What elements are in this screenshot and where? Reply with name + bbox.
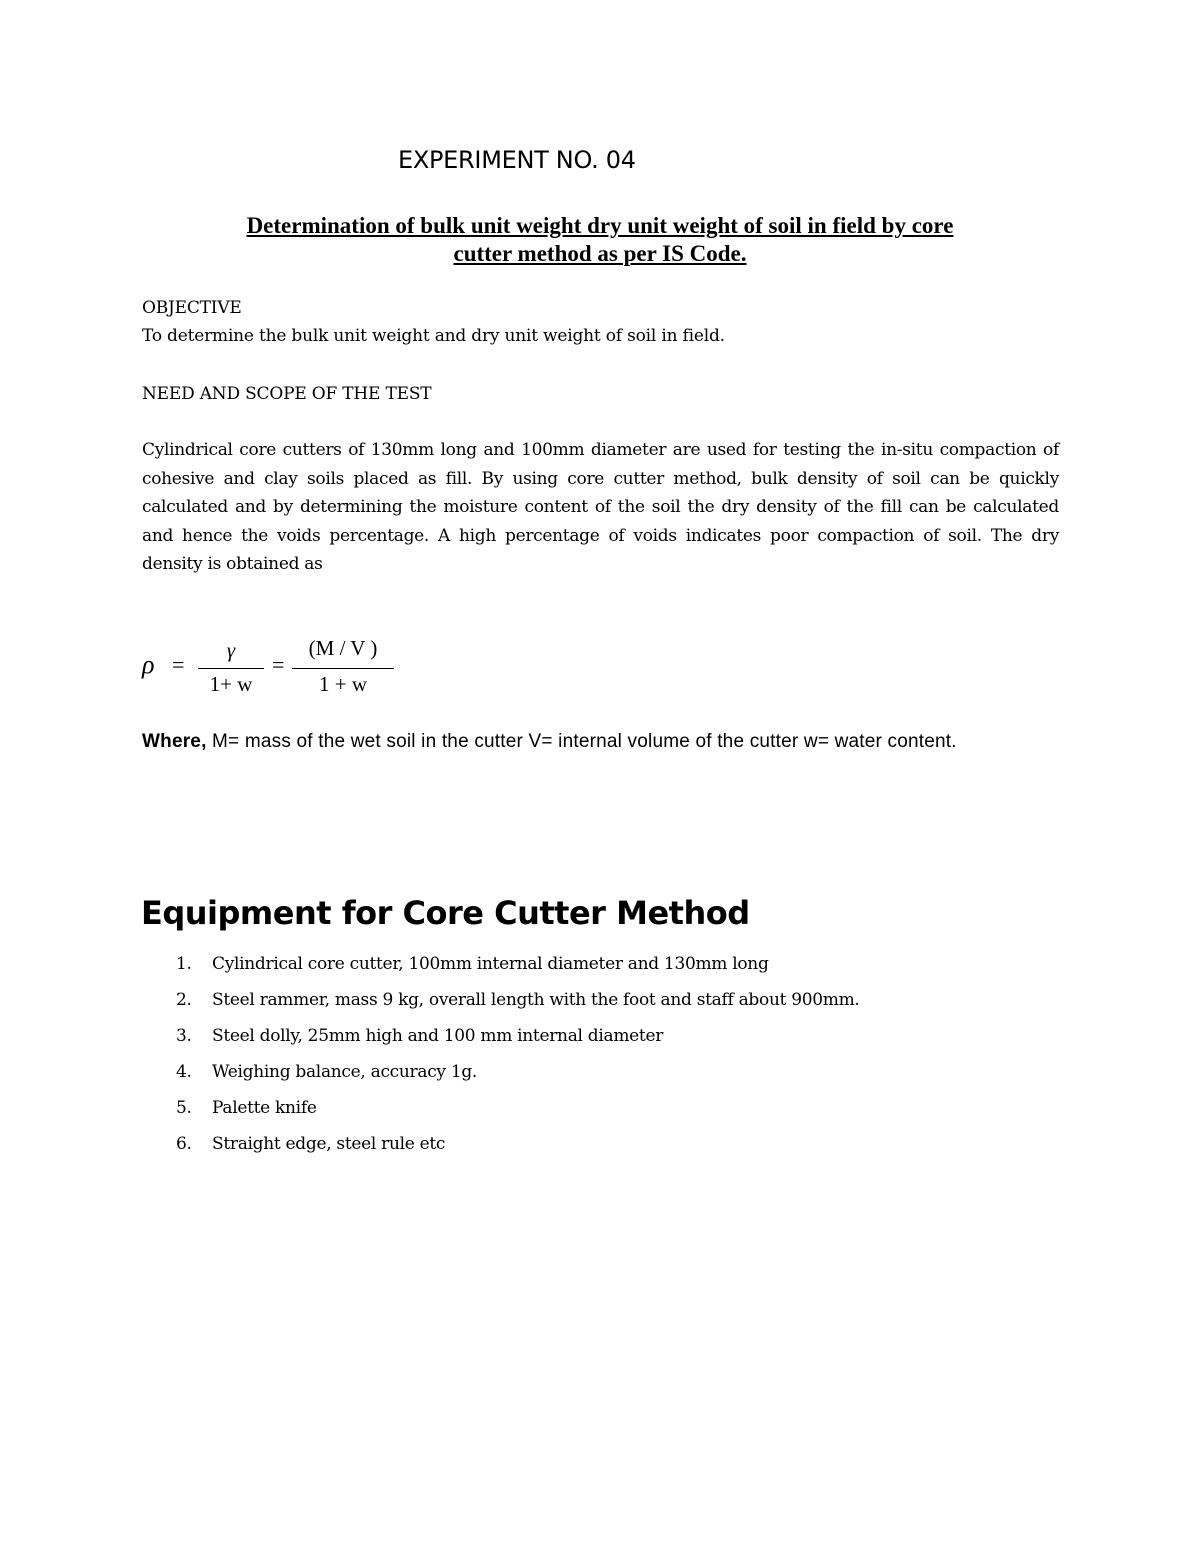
list-item-text: Steel rammer, mass 9 kg, overall length with the foot and staff about 900mm. (212, 990, 860, 1010)
list-item-number: 6. (176, 1134, 192, 1154)
list-item-text: Palette knife (212, 1098, 317, 1118)
list-item-number: 4. (176, 1062, 192, 1082)
need-scope-paragraph: Cylindrical core cutters of 130mm long and 100mm diameter are used for testing the in-situ compaction of cohesive and clay soils placed as fill. By using core cutter method, bulk density of soil can be quickly calculated and by determining the moisture content of the soil the dry density of the fill can be calculated and hence the voids percentage. A high percentage of voids indicates poor compaction of soil. The dry density is obtained as (142, 440, 1059, 574)
formula-denominator-1: 1+ w (209, 672, 253, 696)
formula-equals-2: = (272, 652, 285, 677)
list-item (142, 986, 1042, 1022)
list-item-number: 2. (176, 990, 192, 1010)
list-item (142, 1130, 1042, 1166)
equipment-heading: Equipment for Core Cutter Method (141, 894, 750, 932)
main-title (140, 212, 1060, 268)
formula-denominator-2: 1 + w (318, 672, 367, 696)
formula-rho: ρ (142, 650, 155, 679)
list-item-text: Weighing balance, accuracy 1g. (212, 1062, 478, 1082)
where-label: Where, (142, 731, 207, 752)
formula-numerator-gamma (198, 638, 264, 663)
objective-text: To determine the bulk unit weight and dry unit weight of soil in field. (142, 326, 725, 346)
equipment-list (142, 950, 1042, 1166)
formula-numerator-mv: (M / V ) (308, 636, 378, 660)
main-title-line-2: cutter method as per IS Code. (453, 241, 747, 266)
where-definition (142, 727, 1059, 756)
list-item-text: Straight edge, steel rule etc (212, 1134, 446, 1154)
list-item-number: 5. (176, 1098, 192, 1118)
main-title-line-1: Determination of bulk unit weight dry unit weight of soil in field by core (246, 213, 954, 238)
objective-heading: OBJECTIVE (142, 298, 242, 318)
dry-density-formula (142, 632, 402, 702)
list-item (142, 1022, 1042, 1058)
formula-fraction-bar-1 (198, 668, 264, 669)
list-item-text: Steel dolly, 25mm high and 100 mm internal diameter (212, 1026, 664, 1046)
list-item (142, 1058, 1042, 1094)
list-item-number: 3. (176, 1026, 192, 1046)
list-item-text: Cylindrical core cutter, 100mm internal diameter and 130mm long (212, 954, 769, 974)
need-scope-heading: NEED AND SCOPE OF THE TEST (142, 384, 432, 404)
list-item (142, 1094, 1042, 1130)
experiment-number-title: EXPERIMENT NO. 04 (398, 146, 636, 174)
list-item (142, 950, 1042, 986)
list-item-number: 1. (176, 954, 192, 974)
formula-fraction-bar-2 (292, 668, 394, 669)
formula-equals-1: = (172, 652, 185, 677)
formula-gamma: γ (226, 638, 236, 662)
where-text: M= mass of the wet soil in the cutter V= internal volume of the cutter w= water content. (212, 731, 957, 752)
